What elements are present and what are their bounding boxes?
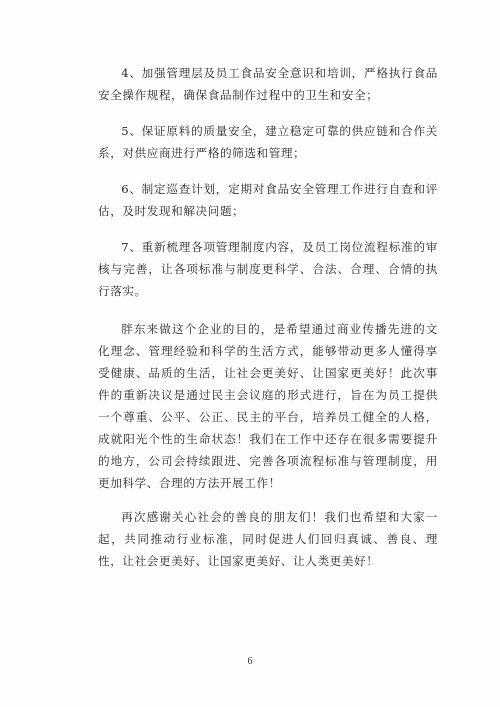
- paragraph-item-5: 5、保证原料的质量安全，建立稳定可靠的供应链和合作关系，对供应商进行严格的筛选和管理；: [98, 124, 438, 160]
- paragraph-item-6: 6、制定巡查计划，定期对食品安全管理工作进行自查和评估，及时发现和解决问题；: [98, 182, 438, 218]
- paragraph-purpose: 胖东来做这个企业的目的，是希望通过商业传播先进的文化理念、管理经验和科学的生活方式，能够带动更多人懂得享受健康、品质的生活，让社会更美好、让国家更美好！此次事件的重新决议是通过民主会议庭的形式进行，旨在为员工提供一个尊重、公平、公正、民主的平台，培养员工健全的人格，成就阳光个性的生命状态！我们在工作中还存在很多需要提升的地方，公司会持续跟进、完善各项流程标准与管理制度，用更加科学、合理的方法开展工作！: [98, 322, 438, 490]
- document-body: [98, 62, 438, 572]
- paragraph-item-7: 7、重新梳理各项管理制度内容，及员工岗位流程标准的审核与完善，让各项标准与制度更科学、合法、合理、合情的执行落实。: [98, 240, 438, 298]
- paragraph-thanks: 再次感谢关心社会的善良的朋友们！我们也希望和大家一起，共同推动行业标准，同时促进人们回归真诚、善良、理性，让社会更美好、让国家更美好、让人类更美好！: [98, 510, 438, 568]
- page-number: 6: [247, 656, 253, 667]
- paragraph-item-4: 4、加强管理层及员工食品安全意识和培训，严格执行食品安全操作规程，确保食品制作过程中的卫生和安全；: [98, 66, 438, 102]
